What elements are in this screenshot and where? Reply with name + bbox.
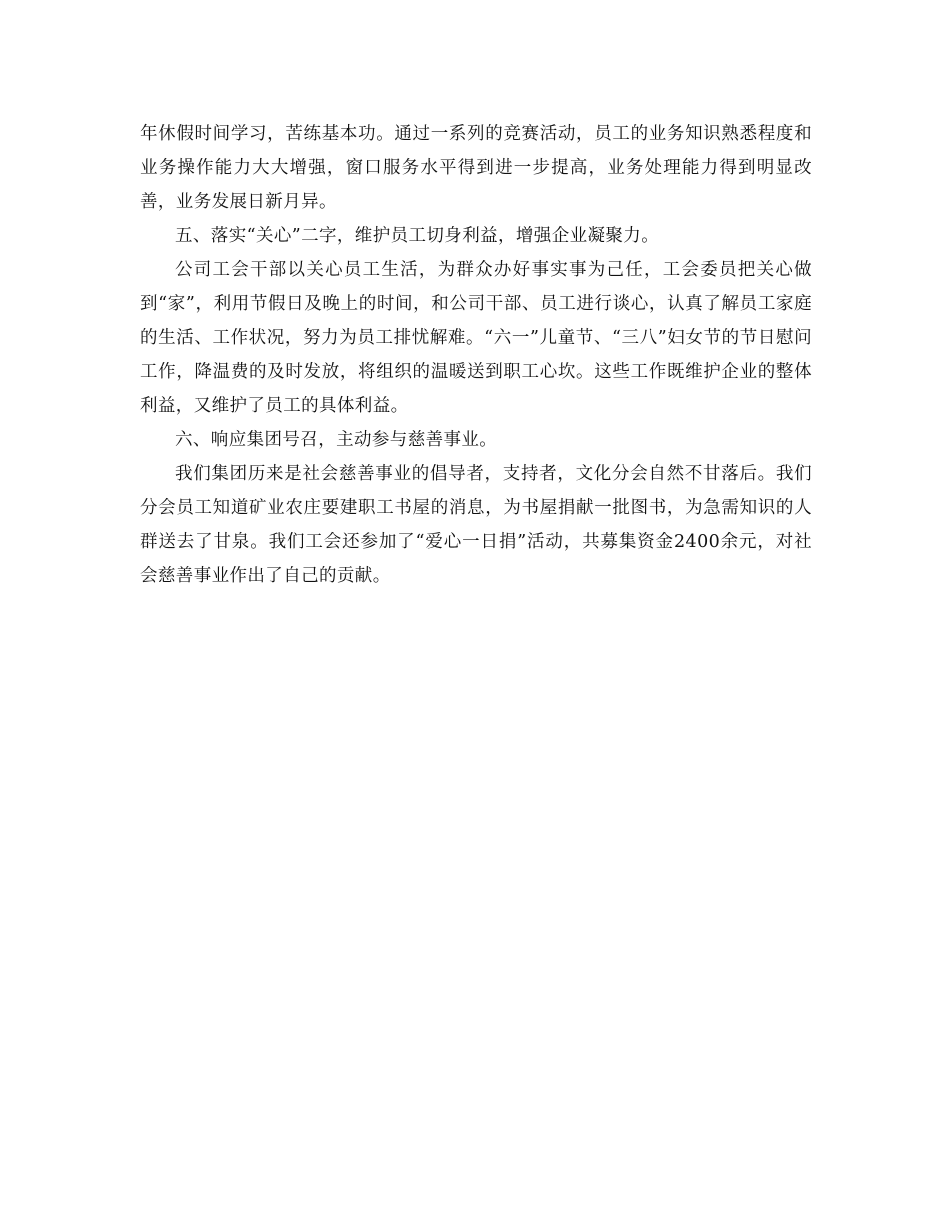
section-heading-five: 五、落实“关心”二字，维护员工切身利益，增强企业凝聚力。: [175, 226, 660, 246]
paragraph-continuation: 年休假时间学习，苦练基本功。通过一系列的竞赛活动，员工的业务知识熟悉程度和业务操作能力大大增强，窗口服务水平得到进一步提高，业务处理能力得到明显改善，业务发展日新月异。: [140, 124, 812, 212]
paragraph-care: 公司工会干部以关心员工生活，为群众办好事实事为己任，工会委员把关心做到“家”，利用节假日及晚上的时间，和公司干部、员工进行谈心，认真了解员工家庭的生活、工作状况，努力为员工排忧解难。“六一”儿童节、“三八”妇女节的节日慰问工作，降温费的及时发放，将组织的温暖送到职工心坎。这些工作既维护企业的整体利益，又维护了员工的具体利益。: [140, 260, 812, 416]
document-body: [140, 117, 812, 593]
section-heading-six: 六、响应集团号召，主动参与慈善事业。: [175, 430, 498, 450]
paragraph-charity: 我们集团历来是社会慈善事业的倡导者，支持者，文化分会自然不甘落后。我们分会员工知道矿业农庄要建职工书屋的消息，为书屋捐献一批图书，为急需知识的人群送去了甘泉。我们工会还参加了“爱心一日捐”活动，共募集资金2400余元，对社会慈善事业作出了自己的贡献。: [140, 464, 812, 586]
